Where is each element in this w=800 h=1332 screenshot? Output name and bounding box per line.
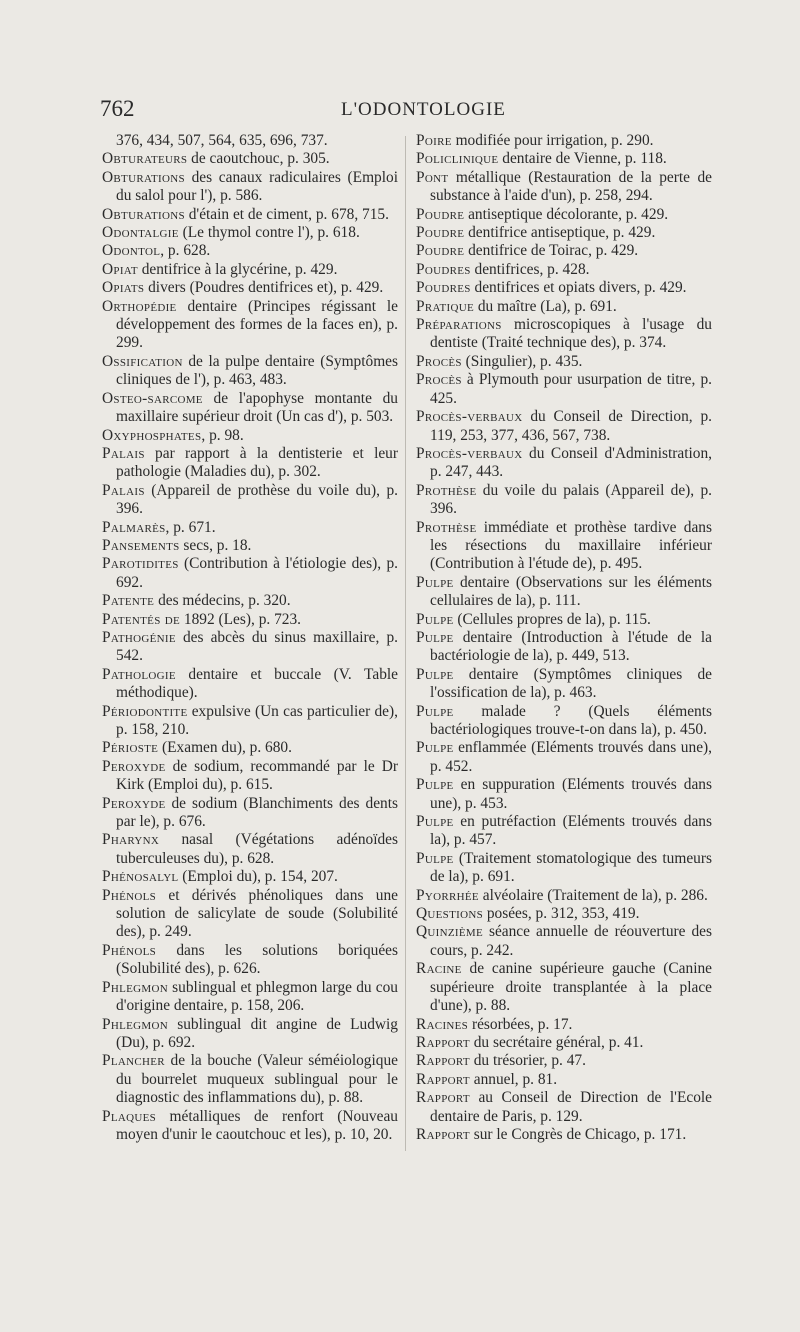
index-text: séance annuelle de réouverture des cours, p. 242. (430, 923, 712, 959)
index-entry (416, 776, 712, 813)
index-keyword: Périoste (102, 739, 159, 757)
index-text: sublingual dit angine de Ludwig (Du), p. 692. (116, 1015, 398, 1051)
index-entry (416, 132, 712, 150)
index-text: malade ? (Quels éléments bactériologiques trouve-t-on dans la), p. 450. (430, 702, 712, 738)
running-title: L'ODONTOLOGIE (341, 99, 506, 120)
index-keyword: Orthopédie (102, 297, 177, 315)
index-keyword: Préparations (416, 316, 502, 334)
index-entry (416, 629, 712, 666)
index-entry (416, 169, 712, 206)
index-text: sur le Congrès de Chicago, p. 171. (469, 1125, 687, 1143)
index-entry (102, 703, 398, 740)
index-keyword: Obturations (102, 168, 185, 186)
index-keyword: Racine (416, 960, 462, 978)
index-keyword: Pharynx (102, 831, 160, 849)
page-number: 762 (100, 96, 135, 121)
index-text: nasal (Végétations adénoïdes tuberculeuses du), p. 628. (116, 831, 398, 867)
index-keyword: Racines (416, 1015, 469, 1033)
index-text: , p. 628. (160, 242, 211, 260)
index-entry (416, 574, 712, 611)
index-entry (416, 666, 712, 703)
index-entry (102, 206, 398, 224)
index-keyword: Phénosalyl (102, 868, 179, 886)
index-text: par rapport à la dentisterie et leur pathologie (Maladies du), p. 302. (116, 444, 398, 481)
index-text: immédiate et prothèse tardive dans les résections du maxillaire inférieur (Contribution à l'étude de), p. 495. (430, 518, 712, 573)
index-entry (102, 519, 398, 537)
index-entry (102, 261, 398, 279)
index-text: 1892 (Les), p. 723. (180, 610, 302, 628)
index-text: de la bouche (Valeur séméiologique du bourrelet muqueux sublingual pour le diagnostic des inflammations du), p. 88. (116, 1052, 398, 1107)
index-entry (416, 482, 712, 519)
index-text: (Contribution à l'étiologie des), p. 692. (116, 555, 398, 591)
index-entry (102, 979, 398, 1016)
index-text: de sodium, recommandé par le Dr Kirk (Emploi du), p. 615. (116, 757, 398, 794)
index-keyword: Quinzième (416, 923, 483, 941)
index-text: à Plymouth pour usurpation de titre, p. 425. (430, 371, 712, 407)
index-keyword: Policlinique (416, 150, 499, 168)
index-entry (102, 482, 398, 519)
index-text: dentifrices, p. 428. (470, 260, 590, 278)
index-keyword: Rapport (416, 1070, 470, 1088)
index-keyword: Pulpe (416, 610, 454, 628)
index-text: 376, 434, 507, 564, 635, 696, 737. (116, 132, 328, 149)
index-keyword: Pulpe (416, 776, 454, 794)
index-keyword: Poudre (416, 224, 465, 242)
index-text: dentaire (Principes régissant le développement des formes de la faces en), p. 299. (116, 297, 398, 352)
index-entry (102, 132, 398, 150)
index-keyword: Osteo-sarcome (102, 389, 203, 407)
index-keyword: Procès-verbaux (416, 444, 523, 462)
index-text: (Appareil de prothèse du voile du), p. 396. (116, 481, 398, 518)
index-keyword: Prothèse (416, 481, 477, 499)
index-text: résorbées, p. 17. (468, 1015, 573, 1033)
index-entry (102, 831, 398, 868)
index-entry (416, 850, 712, 887)
index-keyword: Poire (416, 132, 452, 149)
index-keyword: Procès (416, 352, 462, 370)
index-text: en suppuration (Eléments trouvés dans une), p. 453. (430, 776, 712, 812)
index-text: du maître (La), p. 691. (474, 297, 617, 315)
index-entry (102, 758, 398, 795)
index-entry (102, 150, 398, 168)
index-entry (416, 1052, 712, 1070)
index-entry (416, 1034, 712, 1052)
index-entry (416, 261, 712, 279)
index-text: du trésorier, p. 47. (469, 1052, 586, 1070)
index-text: dentaire de Vienne, p. 118. (498, 150, 667, 168)
index-entry (416, 445, 712, 482)
index-keyword: Ossification (102, 352, 183, 370)
index-keyword: Opiat (102, 260, 138, 278)
index-text: d'étain et de ciment, p. 678, 715. (184, 205, 389, 223)
index-text: dentifrice antiseptique, p. 429. (464, 224, 656, 242)
index-entry (102, 1052, 398, 1107)
index-text: posées, p. 312, 353, 419. (482, 905, 640, 923)
index-entry (416, 242, 712, 260)
index-entry (102, 942, 398, 979)
index-keyword: Périodontite (102, 702, 188, 720)
index-keyword: Plaques (102, 1107, 157, 1125)
index-text: (Le thymol contre l'), p. 618. (178, 224, 360, 242)
index-text: de la pulpe dentaire (Symptômes cliniques de l'), p. 463, 483. (116, 352, 398, 389)
index-entry (102, 279, 398, 297)
index-keyword: Procès (416, 371, 462, 389)
index-keyword: Procès-verbaux (416, 408, 523, 426)
column-divider (405, 136, 406, 1151)
index-entry (102, 390, 398, 427)
index-keyword: Odontol (102, 242, 161, 260)
index-text: de caoutchouc, p. 305. (187, 150, 330, 168)
index-text: du Conseil d'Administration, p. 247, 443. (430, 444, 712, 481)
index-entry (416, 408, 712, 445)
index-entry (416, 905, 712, 923)
index-keyword: Phlegmon (102, 1015, 168, 1033)
index-text: secs, p. 18. (179, 536, 252, 554)
index-keyword: Opiats (102, 279, 145, 297)
index-keyword: Pulpe (416, 813, 454, 831)
index-keyword: Obturateurs (102, 150, 188, 168)
index-text: dans les solutions boriquées (Solubilité des), p. 626. (116, 941, 398, 978)
index-entry (416, 739, 712, 776)
index-keyword: Pulpe (416, 573, 454, 591)
index-keyword: Pulpe (416, 739, 454, 757)
index-keyword: Pathologie (102, 665, 176, 683)
index-entry (102, 555, 398, 592)
index-text: du voile du palais (Appareil de), p. 396. (430, 481, 712, 518)
index-text: dentaire (Observations sur les éléments cellulaires de la), p. 111. (430, 573, 712, 610)
index-text: des abcès du sinus maxillaire, p. 542. (116, 628, 398, 665)
index-text: divers (Poudres dentifrices et), p. 429. (144, 279, 384, 297)
index-entry (102, 427, 398, 445)
index-entry (102, 169, 398, 206)
index-entry (416, 316, 712, 353)
index-entry (416, 1089, 712, 1126)
index-text: (Emploi du), p. 154, 207. (178, 868, 338, 886)
index-keyword: Poudres (416, 260, 471, 278)
index-text: dentaire et buccale (V. Table méthodique). (116, 665, 398, 702)
index-text: (Cellules propres de la), p. 115. (453, 610, 651, 628)
index-keyword: Oxyphosphates (102, 426, 202, 444)
index-text: alvéolaire (Traitement de la), p. 286. (478, 886, 708, 904)
index-text: (Singulier), p. 435. (461, 352, 583, 370)
index-entry (102, 353, 398, 390)
index-entry (416, 150, 712, 168)
index-entry (102, 592, 398, 610)
index-column-left (102, 132, 398, 1144)
index-entry (102, 1016, 398, 1053)
index-text: du Conseil de Direction, p. 119, 253, 377, 436, 567, 738. (430, 408, 712, 444)
index-text: des canaux radiculaires (Emploi du salol pour l'), p. 586. (116, 168, 398, 205)
index-text: dentifrices et opiats divers, p. 429. (470, 279, 687, 297)
index-entry (102, 1108, 398, 1145)
index-entry (416, 813, 712, 850)
index-keyword: Plancher (102, 1052, 165, 1070)
index-entry (416, 1016, 712, 1034)
index-entry (416, 1126, 712, 1144)
index-keyword: Poudre (416, 242, 465, 260)
index-keyword: Poudre (416, 205, 465, 223)
index-keyword: Pansements (102, 536, 180, 554)
index-text: enflammée (Eléments trouvés dans une), p. 452. (430, 739, 712, 775)
index-keyword: Patente (102, 592, 155, 610)
index-keyword: Pulpe (416, 702, 454, 720)
index-keyword: Phénols (102, 886, 157, 904)
index-entry (102, 242, 398, 260)
index-keyword: Prothèse (416, 518, 477, 536)
index-entry (102, 739, 398, 757)
index-text: de sodium (Blanchiments des dents par le), p. 676. (116, 794, 398, 831)
index-entry (416, 298, 712, 316)
index-entry (102, 224, 398, 242)
index-text: et dérivés phénoliques dans une solution de salicylate de soude (Solubilité des), p. 249. (116, 886, 398, 941)
index-keyword: Pulpe (416, 665, 454, 683)
index-keyword: Patentés de (102, 610, 181, 628)
index-keyword: Palmarès (102, 518, 166, 536)
index-entry (416, 353, 712, 371)
index-entry (416, 887, 712, 905)
index-entry (102, 629, 398, 666)
index-text: dentaire (Introduction à l'étude de la bactériologie de la), p. 449, 513. (430, 628, 712, 665)
index-keyword: Pathogénie (102, 628, 176, 646)
index-entry (102, 298, 398, 353)
index-entry (416, 206, 712, 224)
index-keyword: Pulpe (416, 849, 454, 867)
index-keyword: Peroxyde (102, 794, 166, 812)
index-keyword: Rapport (416, 1052, 470, 1070)
index-entry (102, 666, 398, 703)
index-keyword: Palais (102, 444, 145, 462)
index-text: des médecins, p. 320. (154, 592, 291, 610)
page-header (0, 96, 800, 126)
index-keyword: Palais (102, 481, 145, 499)
index-entry (102, 868, 398, 886)
index-keyword: Questions (416, 905, 483, 923)
index-text: annuel, p. 81. (469, 1070, 558, 1088)
index-entry (416, 224, 712, 242)
index-keyword: Poudres (416, 279, 471, 297)
index-text: , p. 98. (201, 426, 244, 444)
index-text: en putréfaction (Eléments trouvés dans la), p. 457. (430, 813, 712, 849)
index-keyword: Pyorrhée (416, 886, 479, 904)
index-text: de canine supérieure gauche (Canine supérieure droite transplantée à la place d'une), p. 88. (430, 960, 712, 1015)
index-entry (416, 611, 712, 629)
index-keyword: Rapport (416, 1033, 470, 1051)
index-text: métalliques de renfort (Nouveau moyen d'unir le caoutchouc et les), p. 10, 20. (116, 1107, 398, 1143)
index-entry (102, 795, 398, 832)
index-text: au Conseil de Direction de l'Ecole dentaire de Paris, p. 129. (430, 1089, 712, 1125)
index-text: dentifrice de Toirac, p. 429. (464, 242, 639, 260)
index-keyword: Pratique (416, 297, 475, 315)
index-keyword: Parotidites (102, 555, 179, 573)
index-text: , p. 671. (165, 518, 216, 536)
index-text: de l'apophyse montante du maxillaire supérieur droit (Un cas d'), p. 503. (116, 389, 398, 426)
index-text: sublingual et phlegmon large du cou d'origine dentaire, p. 158, 206. (116, 978, 398, 1015)
index-text: du secrétaire général, p. 41. (469, 1033, 644, 1051)
index-text: (Traitement stomatologique des tumeurs de la), p. 691. (430, 849, 712, 886)
index-keyword: Phlegmon (102, 978, 168, 996)
index-keyword: Phénols (102, 941, 157, 959)
index-entry (102, 611, 398, 629)
index-keyword: Pont (416, 168, 449, 186)
index-keyword: Obturations (102, 205, 185, 223)
index-keyword: Pulpe (416, 628, 454, 646)
index-entry (416, 519, 712, 574)
index-entry (102, 887, 398, 942)
index-keyword: Peroxyde (102, 757, 166, 775)
index-text: microscopiques à l'usage du dentiste (Traité technique des), p. 374. (430, 316, 712, 352)
index-keyword: Rapport (416, 1125, 470, 1143)
index-entry (102, 537, 398, 555)
index-column-right (416, 132, 712, 1144)
index-text: dentifrice à la glycérine, p. 429. (137, 260, 338, 278)
index-entry (416, 923, 712, 960)
index-entry (416, 371, 712, 408)
index-keyword: Odontalgie (102, 224, 179, 242)
index-entry (416, 703, 712, 740)
index-entry (416, 1071, 712, 1089)
index-text: dentaire (Symptômes cliniques de l'ossification de la), p. 463. (430, 665, 712, 702)
index-text: (Examen du), p. 680. (158, 739, 292, 757)
index-text: métallique (Restauration de la perte de substance à l'aide d'un), p. 258, 294. (430, 168, 712, 205)
index-keyword: Rapport (416, 1089, 470, 1107)
index-text: modifiée pour irrigation, p. 290. (451, 132, 654, 149)
index-text: expulsive (Un cas particulier de), p. 158, 210. (116, 702, 398, 738)
index-entry (102, 445, 398, 482)
index-entry (416, 960, 712, 1015)
index-text: antiseptique décolorante, p. 429. (464, 205, 669, 223)
index-entry (416, 279, 712, 297)
